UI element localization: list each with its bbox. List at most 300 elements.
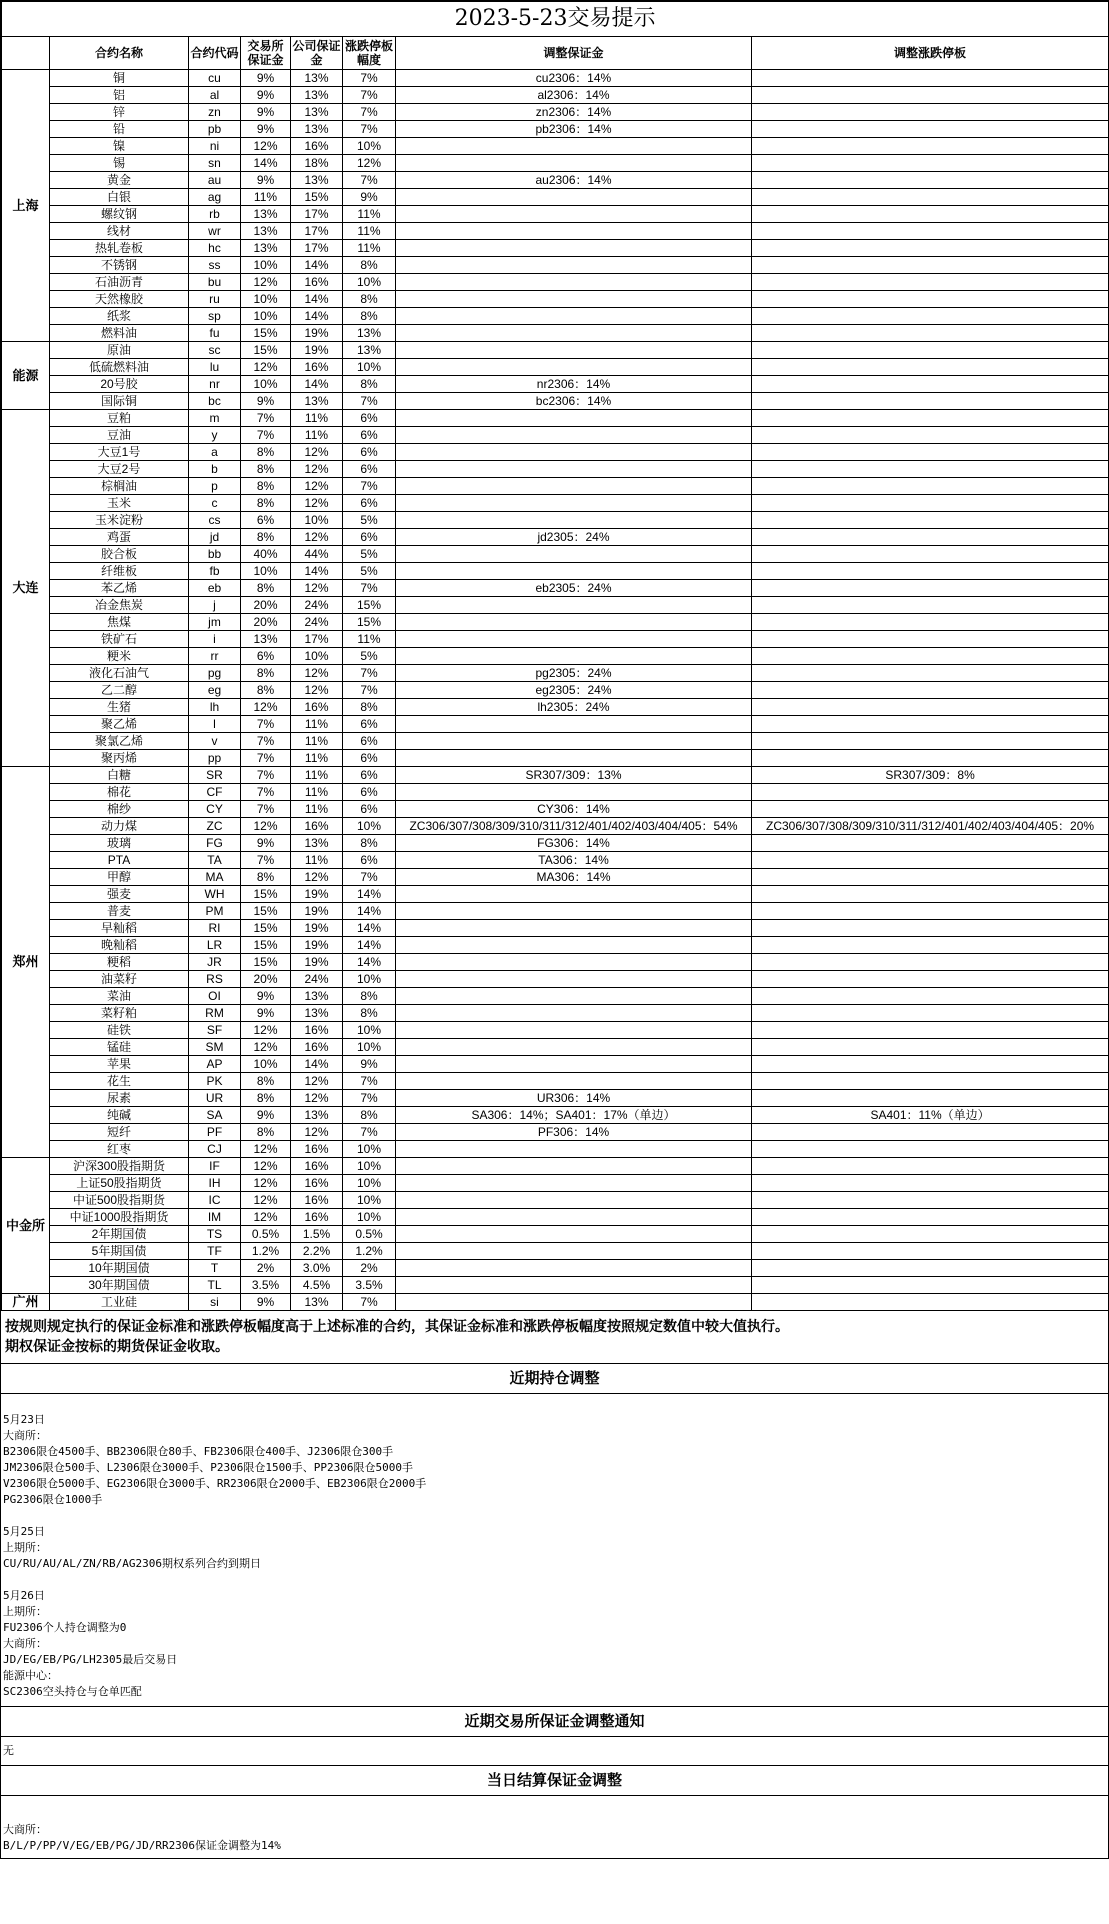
cell-exchange-margin: 10% bbox=[241, 376, 291, 393]
cell-adjusted-margin: TA306：14% bbox=[396, 852, 752, 869]
cell-contract-code: pg bbox=[189, 665, 241, 682]
cell-contract-name: 铁矿石 bbox=[50, 631, 189, 648]
cell-company-margin: 12% bbox=[291, 682, 343, 699]
cell-contract-name: 国际铜 bbox=[50, 393, 189, 410]
cell-contract-code: fu bbox=[189, 325, 241, 342]
cell-contract-code: zn bbox=[189, 104, 241, 121]
cell-limit-range: 5% bbox=[343, 546, 396, 563]
cell-contract-code: IH bbox=[189, 1175, 241, 1192]
cell-adjusted-limit bbox=[752, 750, 1109, 767]
cell-adjusted-margin: cu2306：14% bbox=[396, 70, 752, 87]
cell-company-margin: 12% bbox=[291, 478, 343, 495]
cell-limit-range: 10% bbox=[343, 1039, 396, 1056]
cell-limit-range: 10% bbox=[343, 359, 396, 376]
cell-contract-name: 棉纱 bbox=[50, 801, 189, 818]
cell-contract-name: 生猪 bbox=[50, 699, 189, 716]
cell-adjusted-limit bbox=[752, 1005, 1109, 1022]
cell-contract-name: 中证500股指期货 bbox=[50, 1192, 189, 1209]
table-row bbox=[2, 1107, 1109, 1124]
cell-contract-name: 中证1000股指期货 bbox=[50, 1209, 189, 1226]
cell-company-margin: 13% bbox=[291, 104, 343, 121]
table-row bbox=[2, 206, 1109, 223]
cell-adjusted-limit bbox=[752, 359, 1109, 376]
cell-contract-code: ZC bbox=[189, 818, 241, 835]
cell-adjusted-margin bbox=[396, 1056, 752, 1073]
cell-exchange-margin: 15% bbox=[241, 920, 291, 937]
cell-contract-name: 白银 bbox=[50, 189, 189, 206]
cell-contract-code: AP bbox=[189, 1056, 241, 1073]
table-row bbox=[2, 1260, 1109, 1277]
cell-contract-code: sp bbox=[189, 308, 241, 325]
cell-company-margin: 12% bbox=[291, 529, 343, 546]
cell-adjusted-margin: ZC306/307/308/309/310/311/312/401/402/403/404/405：54% bbox=[396, 818, 752, 835]
cell-adjusted-margin bbox=[396, 1073, 752, 1090]
cell-limit-range: 14% bbox=[343, 920, 396, 937]
cell-contract-code: cs bbox=[189, 512, 241, 529]
cell-limit-range: 11% bbox=[343, 206, 396, 223]
cell-adjusted-margin bbox=[396, 903, 752, 920]
cell-company-margin: 12% bbox=[291, 461, 343, 478]
cell-exchange-margin: 9% bbox=[241, 70, 291, 87]
cell-exchange-margin: 9% bbox=[241, 393, 291, 410]
cell-company-margin: 12% bbox=[291, 1073, 343, 1090]
cell-exchange-margin: 3.5% bbox=[241, 1277, 291, 1294]
cell-adjusted-margin: MA306：14% bbox=[396, 869, 752, 886]
cell-adjusted-limit bbox=[752, 1124, 1109, 1141]
table-row bbox=[2, 104, 1109, 121]
cell-company-margin: 24% bbox=[291, 597, 343, 614]
cell-contract-code: SR bbox=[189, 767, 241, 784]
table-row bbox=[2, 767, 1109, 784]
cell-adjusted-margin bbox=[396, 1260, 752, 1277]
cell-contract-code: CJ bbox=[189, 1141, 241, 1158]
cell-adjusted-margin bbox=[396, 1005, 752, 1022]
cell-limit-range: 7% bbox=[343, 580, 396, 597]
cell-company-margin: 17% bbox=[291, 206, 343, 223]
holding-line: JM2306限仓500手、L2306限仓3000手、P2306限仓1500手、PP2306限仓5000手 bbox=[3, 1461, 414, 1474]
cell-limit-range: 8% bbox=[343, 1107, 396, 1124]
cell-limit-range: 7% bbox=[343, 393, 396, 410]
cell-limit-range: 6% bbox=[343, 733, 396, 750]
cell-company-margin: 12% bbox=[291, 665, 343, 682]
cell-contract-name: 菜籽粕 bbox=[50, 1005, 189, 1022]
cell-adjusted-limit bbox=[752, 1158, 1109, 1175]
cell-adjusted-margin bbox=[396, 733, 752, 750]
table-row bbox=[2, 988, 1109, 1005]
table-row bbox=[2, 903, 1109, 920]
cell-adjusted-margin bbox=[396, 495, 752, 512]
cell-adjusted-margin: FG306：14% bbox=[396, 835, 752, 852]
cell-contract-code: LR bbox=[189, 937, 241, 954]
cell-contract-code: SA bbox=[189, 1107, 241, 1124]
cell-company-margin: 17% bbox=[291, 223, 343, 240]
cell-limit-range: 6% bbox=[343, 801, 396, 818]
cell-exchange-margin: 6% bbox=[241, 512, 291, 529]
cell-contract-code: IC bbox=[189, 1192, 241, 1209]
cell-adjusted-margin: al2306：14% bbox=[396, 87, 752, 104]
cell-limit-range: 11% bbox=[343, 631, 396, 648]
cell-adjusted-margin bbox=[396, 1192, 752, 1209]
table-row bbox=[2, 512, 1109, 529]
cell-adjusted-limit bbox=[752, 971, 1109, 988]
settlement-section-title: 当日结算保证金调整 bbox=[1, 1766, 1108, 1796]
cell-adjusted-limit bbox=[752, 427, 1109, 444]
cell-adjusted-limit bbox=[752, 784, 1109, 801]
cell-limit-range: 5% bbox=[343, 648, 396, 665]
cell-company-margin: 19% bbox=[291, 920, 343, 937]
cell-company-margin: 11% bbox=[291, 716, 343, 733]
cell-company-margin: 17% bbox=[291, 631, 343, 648]
cell-limit-range: 11% bbox=[343, 223, 396, 240]
cell-company-margin: 16% bbox=[291, 1158, 343, 1175]
cell-company-margin: 13% bbox=[291, 1294, 343, 1311]
cell-contract-name: 晚籼稻 bbox=[50, 937, 189, 954]
cell-contract-code: fb bbox=[189, 563, 241, 580]
cell-adjusted-limit bbox=[752, 1294, 1109, 1311]
cell-contract-code: TS bbox=[189, 1226, 241, 1243]
holding-date: 5月26日 bbox=[3, 1589, 45, 1602]
cell-contract-name: 油菜籽 bbox=[50, 971, 189, 988]
cell-contract-name: 大豆1号 bbox=[50, 444, 189, 461]
cell-exchange-margin: 8% bbox=[241, 444, 291, 461]
cell-company-margin: 13% bbox=[291, 121, 343, 138]
cell-adjusted-limit bbox=[752, 1175, 1109, 1192]
cell-limit-range: 0.5% bbox=[343, 1226, 396, 1243]
cell-adjusted-limit bbox=[752, 563, 1109, 580]
cell-contract-name: 硅铁 bbox=[50, 1022, 189, 1039]
header-contract-code: 合约代码 bbox=[189, 37, 241, 70]
cell-adjusted-margin bbox=[396, 325, 752, 342]
cell-contract-name: 镍 bbox=[50, 138, 189, 155]
table-row bbox=[2, 886, 1109, 903]
cell-adjusted-limit bbox=[752, 801, 1109, 818]
cell-adjusted-margin: nr2306：14% bbox=[396, 376, 752, 393]
cell-limit-range: 7% bbox=[343, 87, 396, 104]
table-row bbox=[2, 954, 1109, 971]
table-row bbox=[2, 631, 1109, 648]
cell-adjusted-margin bbox=[396, 427, 752, 444]
cell-company-margin: 13% bbox=[291, 172, 343, 189]
cell-limit-range: 10% bbox=[343, 1175, 396, 1192]
cell-contract-name: 苹果 bbox=[50, 1056, 189, 1073]
cell-limit-range: 10% bbox=[343, 1192, 396, 1209]
cell-limit-range: 14% bbox=[343, 886, 396, 903]
cell-contract-code: TF bbox=[189, 1243, 241, 1260]
cell-adjusted-limit bbox=[752, 410, 1109, 427]
table-row bbox=[2, 223, 1109, 240]
cell-contract-code: rr bbox=[189, 648, 241, 665]
cell-company-margin: 11% bbox=[291, 801, 343, 818]
cell-exchange-margin: 10% bbox=[241, 1056, 291, 1073]
cell-contract-name: 10年期国债 bbox=[50, 1260, 189, 1277]
cell-contract-code: sc bbox=[189, 342, 241, 359]
cell-adjusted-margin bbox=[396, 784, 752, 801]
cell-limit-range: 7% bbox=[343, 1294, 396, 1311]
cell-contract-code: JR bbox=[189, 954, 241, 971]
cell-exchange-margin: 40% bbox=[241, 546, 291, 563]
cell-adjusted-margin bbox=[396, 563, 752, 580]
cell-contract-name: 低硫燃料油 bbox=[50, 359, 189, 376]
cell-contract-code: eb bbox=[189, 580, 241, 597]
cell-adjusted-limit bbox=[752, 155, 1109, 172]
cell-exchange-margin: 8% bbox=[241, 461, 291, 478]
cell-exchange-margin: 12% bbox=[241, 138, 291, 155]
cell-company-margin: 16% bbox=[291, 1022, 343, 1039]
cell-company-margin: 19% bbox=[291, 342, 343, 359]
cell-contract-code: TL bbox=[189, 1277, 241, 1294]
cell-adjusted-margin: jd2305：24% bbox=[396, 529, 752, 546]
cell-company-margin: 24% bbox=[291, 614, 343, 631]
cell-adjusted-limit bbox=[752, 1277, 1109, 1294]
cell-adjusted-limit bbox=[752, 988, 1109, 1005]
cell-exchange-margin: 12% bbox=[241, 1039, 291, 1056]
cell-company-margin: 16% bbox=[291, 1192, 343, 1209]
cell-exchange-margin: 15% bbox=[241, 937, 291, 954]
table-row bbox=[2, 716, 1109, 733]
cell-company-margin: 11% bbox=[291, 750, 343, 767]
table-row bbox=[2, 308, 1109, 325]
cell-contract-code: j bbox=[189, 597, 241, 614]
cell-contract-name: 30年期国债 bbox=[50, 1277, 189, 1294]
cell-contract-code: b bbox=[189, 461, 241, 478]
cell-company-margin: 13% bbox=[291, 70, 343, 87]
cell-adjusted-margin bbox=[396, 1226, 752, 1243]
holding-line: JD/EG/EB/PG/LH2305最后交易日 bbox=[3, 1653, 178, 1666]
cell-exchange-margin: 8% bbox=[241, 478, 291, 495]
table-row bbox=[2, 1022, 1109, 1039]
cell-exchange-margin: 13% bbox=[241, 223, 291, 240]
cell-adjusted-margin bbox=[396, 1022, 752, 1039]
table-row bbox=[2, 342, 1109, 359]
table-row bbox=[2, 937, 1109, 954]
cell-adjusted-margin bbox=[396, 1294, 752, 1311]
cell-adjusted-margin bbox=[396, 597, 752, 614]
cell-contract-code: WH bbox=[189, 886, 241, 903]
margin-notice-text: 无 bbox=[3, 1744, 14, 1757]
header-company-margin: 公司保证金 bbox=[291, 37, 343, 70]
cell-adjusted-margin bbox=[396, 1158, 752, 1175]
cell-company-margin: 10% bbox=[291, 512, 343, 529]
cell-company-margin: 14% bbox=[291, 1056, 343, 1073]
cell-limit-range: 7% bbox=[343, 869, 396, 886]
cell-contract-name: 锰硅 bbox=[50, 1039, 189, 1056]
cell-limit-range: 8% bbox=[343, 308, 396, 325]
cell-adjusted-limit bbox=[752, 87, 1109, 104]
cell-contract-code: l bbox=[189, 716, 241, 733]
cell-adjusted-margin bbox=[396, 920, 752, 937]
cell-contract-name: 玉米淀粉 bbox=[50, 512, 189, 529]
table-row bbox=[2, 682, 1109, 699]
cell-adjusted-limit bbox=[752, 1226, 1109, 1243]
cell-adjusted-limit bbox=[752, 70, 1109, 87]
cell-limit-range: 10% bbox=[343, 818, 396, 835]
cell-exchange-margin: 13% bbox=[241, 240, 291, 257]
cell-adjusted-limit bbox=[752, 886, 1109, 903]
cell-adjusted-limit bbox=[752, 614, 1109, 631]
cell-adjusted-limit bbox=[752, 189, 1109, 206]
cell-adjusted-margin bbox=[396, 206, 752, 223]
cell-adjusted-limit bbox=[752, 920, 1109, 937]
cell-limit-range: 5% bbox=[343, 563, 396, 580]
table-row bbox=[2, 665, 1109, 682]
cell-adjusted-limit bbox=[752, 580, 1109, 597]
cell-company-margin: 19% bbox=[291, 886, 343, 903]
cell-company-margin: 4.5% bbox=[291, 1277, 343, 1294]
table-row bbox=[2, 274, 1109, 291]
cell-adjusted-limit: SA401：11%（单边） bbox=[752, 1107, 1109, 1124]
cell-contract-code: jm bbox=[189, 614, 241, 631]
cell-limit-range: 6% bbox=[343, 410, 396, 427]
table-row bbox=[2, 1277, 1109, 1294]
cell-limit-range: 7% bbox=[343, 1090, 396, 1107]
cell-company-margin: 16% bbox=[291, 1141, 343, 1158]
cell-contract-name: 短纤 bbox=[50, 1124, 189, 1141]
cell-adjusted-limit bbox=[752, 1209, 1109, 1226]
cell-adjusted-margin bbox=[396, 342, 752, 359]
cell-contract-name: 石油沥青 bbox=[50, 274, 189, 291]
table-row bbox=[2, 920, 1109, 937]
cell-adjusted-limit bbox=[752, 104, 1109, 121]
cell-contract-name: 乙二醇 bbox=[50, 682, 189, 699]
cell-adjusted-margin bbox=[396, 155, 752, 172]
cell-company-margin: 11% bbox=[291, 767, 343, 784]
cell-company-margin: 13% bbox=[291, 1005, 343, 1022]
cell-adjusted-limit bbox=[752, 1073, 1109, 1090]
cell-exchange-margin: 8% bbox=[241, 665, 291, 682]
cell-adjusted-margin bbox=[396, 240, 752, 257]
table-row bbox=[2, 495, 1109, 512]
cell-limit-range: 6% bbox=[343, 767, 396, 784]
cell-limit-range: 13% bbox=[343, 325, 396, 342]
cell-contract-name: 强麦 bbox=[50, 886, 189, 903]
cell-company-margin: 2.2% bbox=[291, 1243, 343, 1260]
cell-adjusted-margin: au2306：14% bbox=[396, 172, 752, 189]
cell-exchange-margin: 12% bbox=[241, 1022, 291, 1039]
cell-adjusted-limit bbox=[752, 1039, 1109, 1056]
cell-adjusted-limit bbox=[752, 869, 1109, 886]
cell-exchange-margin: 13% bbox=[241, 631, 291, 648]
cell-contract-code: sn bbox=[189, 155, 241, 172]
cell-exchange-margin: 1.2% bbox=[241, 1243, 291, 1260]
cell-contract-code: c bbox=[189, 495, 241, 512]
cell-limit-range: 14% bbox=[343, 954, 396, 971]
cell-company-margin: 3.0% bbox=[291, 1260, 343, 1277]
table-row bbox=[2, 121, 1109, 138]
cell-company-margin: 12% bbox=[291, 580, 343, 597]
cell-contract-code: CY bbox=[189, 801, 241, 818]
cell-adjusted-limit bbox=[752, 478, 1109, 495]
cell-contract-name: 聚氯乙烯 bbox=[50, 733, 189, 750]
table-row bbox=[2, 1039, 1109, 1056]
exchange-label: 中金所 bbox=[2, 1158, 50, 1294]
cell-contract-name: 早籼稻 bbox=[50, 920, 189, 937]
cell-exchange-margin: 12% bbox=[241, 818, 291, 835]
cell-contract-code: OI bbox=[189, 988, 241, 1005]
cell-limit-range: 13% bbox=[343, 342, 396, 359]
cell-limit-range: 7% bbox=[343, 1073, 396, 1090]
table-row bbox=[2, 427, 1109, 444]
table-row bbox=[2, 444, 1109, 461]
cell-adjusted-limit bbox=[752, 325, 1109, 342]
cell-exchange-margin: 8% bbox=[241, 1073, 291, 1090]
table-row bbox=[2, 138, 1109, 155]
cell-contract-code: v bbox=[189, 733, 241, 750]
cell-exchange-margin: 12% bbox=[241, 359, 291, 376]
cell-limit-range: 9% bbox=[343, 189, 396, 206]
cell-adjusted-margin: eb2305：24% bbox=[396, 580, 752, 597]
holding-line: CU/RU/AU/AL/ZN/RB/AG2306期权系列合约到期日 bbox=[3, 1557, 261, 1570]
cell-adjusted-margin: CY306：14% bbox=[396, 801, 752, 818]
cell-adjusted-margin bbox=[396, 971, 752, 988]
cell-contract-code: pb bbox=[189, 121, 241, 138]
cell-exchange-margin: 7% bbox=[241, 410, 291, 427]
header-contract-name: 合约名称 bbox=[50, 37, 189, 70]
table-row bbox=[2, 1141, 1109, 1158]
holding-line: 能源中心： bbox=[3, 1669, 58, 1682]
cell-contract-code: SF bbox=[189, 1022, 241, 1039]
cell-contract-code: FG bbox=[189, 835, 241, 852]
cell-company-margin: 11% bbox=[291, 784, 343, 801]
cell-adjusted-margin bbox=[396, 886, 752, 903]
cell-contract-name: 不锈钢 bbox=[50, 257, 189, 274]
cell-limit-range: 8% bbox=[343, 376, 396, 393]
cell-company-margin: 15% bbox=[291, 189, 343, 206]
cell-adjusted-margin: SR307/309：13% bbox=[396, 767, 752, 784]
margin-notice-title: 近期交易所保证金调整通知 bbox=[1, 1707, 1108, 1737]
cell-adjusted-margin: UR306：14% bbox=[396, 1090, 752, 1107]
cell-adjusted-limit bbox=[752, 716, 1109, 733]
cell-adjusted-limit bbox=[752, 852, 1109, 869]
cell-contract-code: RI bbox=[189, 920, 241, 937]
cell-exchange-margin: 8% bbox=[241, 529, 291, 546]
cell-adjusted-limit bbox=[752, 512, 1109, 529]
cell-exchange-margin: 7% bbox=[241, 427, 291, 444]
cell-exchange-margin: 8% bbox=[241, 495, 291, 512]
cell-adjusted-margin bbox=[396, 937, 752, 954]
cell-adjusted-margin bbox=[396, 648, 752, 665]
cell-contract-code: TA bbox=[189, 852, 241, 869]
cell-company-margin: 14% bbox=[291, 376, 343, 393]
cell-contract-name: 普麦 bbox=[50, 903, 189, 920]
spacer bbox=[3, 1508, 1106, 1524]
cell-adjusted-limit bbox=[752, 1056, 1109, 1073]
holding-line: FU2306个人持仓调整为0 bbox=[3, 1621, 127, 1634]
cell-contract-name: 上证50股指期货 bbox=[50, 1175, 189, 1192]
cell-exchange-margin: 8% bbox=[241, 869, 291, 886]
cell-adjusted-limit bbox=[752, 240, 1109, 257]
cell-adjusted-margin bbox=[396, 478, 752, 495]
rules-note-line: 期权保证金按标的期货保证金收取。 bbox=[5, 1339, 229, 1355]
cell-contract-code: rb bbox=[189, 206, 241, 223]
cell-adjusted-margin bbox=[396, 614, 752, 631]
cell-exchange-margin: 8% bbox=[241, 1124, 291, 1141]
cell-adjusted-limit bbox=[752, 665, 1109, 682]
header-adjusted-limit: 调整涨跌停板 bbox=[752, 37, 1109, 70]
cell-contract-code: a bbox=[189, 444, 241, 461]
cell-company-margin: 24% bbox=[291, 971, 343, 988]
cell-limit-range: 10% bbox=[343, 1022, 396, 1039]
cell-exchange-margin: 14% bbox=[241, 155, 291, 172]
cell-company-margin: 14% bbox=[291, 308, 343, 325]
cell-limit-range: 3.5% bbox=[343, 1277, 396, 1294]
rules-note bbox=[1, 1311, 1108, 1364]
cell-company-margin: 12% bbox=[291, 1090, 343, 1107]
cell-adjusted-margin: SA306：14%；SA401：17%（单边） bbox=[396, 1107, 752, 1124]
cell-adjusted-margin bbox=[396, 359, 752, 376]
cell-adjusted-limit bbox=[752, 223, 1109, 240]
cell-contract-name: 棕榈油 bbox=[50, 478, 189, 495]
cell-contract-name: 铜 bbox=[50, 70, 189, 87]
